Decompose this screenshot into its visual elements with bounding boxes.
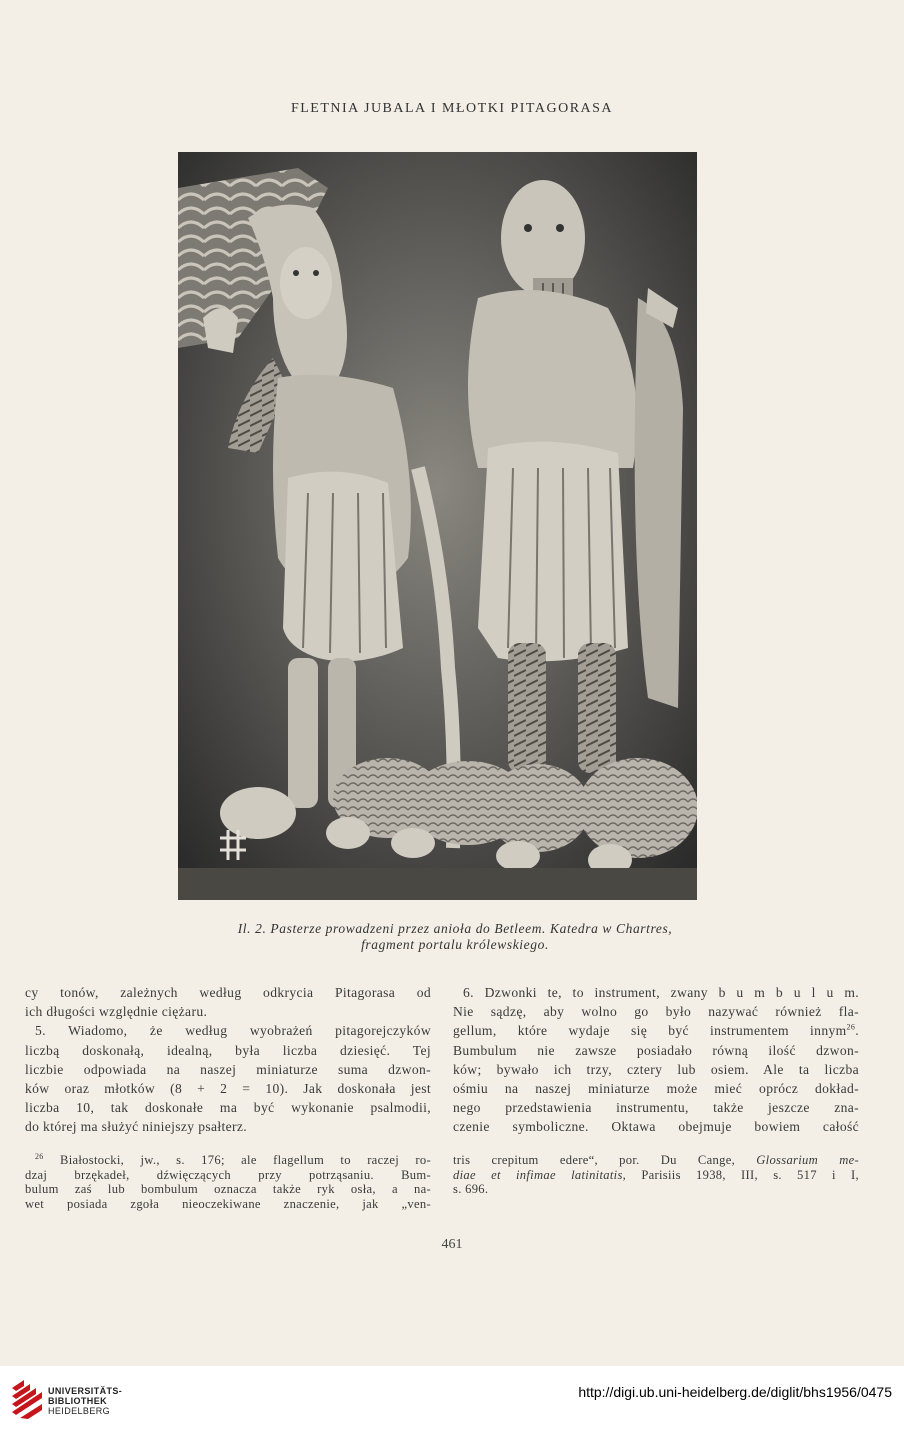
footer-bar (0, 1366, 904, 1436)
footnote-right-line-2 (453, 1168, 859, 1183)
relief-illustration (178, 148, 697, 900)
right-column (453, 983, 859, 1137)
left-line-3: 5. Wiadomo, że według wyobrażeń pitagorejczyków (35, 1023, 431, 1039)
footnote-left-line-4: wet posiada zgoła nieoczekiwane znaczenie, jak „ven- (25, 1196, 431, 1211)
left-line-6: ków oraz młotków (8 + 2 = 10). Jak doskonała jest (25, 1081, 431, 1097)
right-line-5: ków; bywało ich trzy, cztery lub osiem. Ale ta liczba (453, 1061, 859, 1077)
library-name-line-3: HEIDELBERG (48, 1406, 111, 1416)
library-logo-icon (10, 1378, 44, 1420)
right-line-6: ośmiu na naszej miniaturze może mieć oprócz dokład- (453, 1081, 859, 1097)
source-url-link[interactable]: http://digi.ub.uni-heidelberg.de/diglit/bhs1956/0475 (578, 1384, 892, 1400)
page-number: 461 (441, 1237, 463, 1252)
footnote-left (25, 1153, 431, 1211)
caption-line-2: fragment portalu królewskiego. (361, 937, 549, 952)
footnote-left-line-2: dzaj brzękadeł, dźwięczących przy potrząsaniu. Bum- (25, 1167, 431, 1182)
footnote-right-text-1b: Glossarium me- (756, 1153, 859, 1167)
left-line-8: do której ma służyć niniejszy psałterz. (25, 1119, 248, 1135)
footnote-right-line-3: s. 696. (453, 1182, 489, 1196)
running-head: FLETNIA JUBALA I MŁOTKI PITAGORASA (290, 101, 614, 116)
left-line-1: cy tonów, zależnych według odkrycia Pitagorasa od (25, 985, 431, 1000)
library-name-line-1: UNIVERSITÄTS- (48, 1386, 123, 1396)
right-line-4: Bumbulum nie zawsze posiadało równą ilość dzwon- (453, 1042, 859, 1058)
footnote-number: 26 (35, 1151, 44, 1161)
left-line-4: liczbą doskonałą, idealną, była liczba dziesięć. Tej (25, 1042, 431, 1058)
right-line-3-text: gellum, które wydaje się być instrumentem innym (453, 1023, 847, 1039)
right-line-2: Nie sądzę, aby wolno go było nazywać również fla- (453, 1004, 859, 1020)
left-column (25, 983, 431, 1137)
footnote-left-line-1 (25, 1153, 431, 1168)
footnote-left-line-1-text: Białostocki, jw., s. 176; ale flagellum to raczej ro- (60, 1153, 431, 1167)
figure-caption (170, 921, 740, 953)
footnote-right-text-1a: tris crepitum edere“, por. Du Cange, (453, 1153, 757, 1167)
right-line-8: czenie symboliczne. Oktawa obejmuje bowiem całość (453, 1119, 859, 1135)
right-line-3: gellum, które wydaje się być instrumentem innym$^{26}$. (453, 1022, 859, 1039)
library-name-line-2: BIBLIOTHEK (48, 1396, 107, 1406)
footnote-marker: 26 (846, 1022, 856, 1032)
footnote-left-line-3: bulum zaś lub bombulum oznacza także ryk osła, a na- (25, 1182, 431, 1196)
figure-photograph (178, 148, 697, 900)
left-line-7: liczba 10, tak doskonałe ma być wykonanie psalmodii, (25, 1100, 431, 1116)
library-name (48, 1386, 122, 1416)
left-line-5: liczbie odpowiada na naszej miniaturze suma dzwon- (25, 1061, 431, 1077)
right-line-7: nego przedstawienia instrumentu, także jeszcze zna- (453, 1100, 859, 1116)
footnote-right-text-2a: diae et infimae latinitatis, (453, 1167, 627, 1182)
footnote-right-text-2b: Parisiis 1938, III, s. 517 i I, (626, 1167, 859, 1182)
left-line-2: ich długości względnie ciężaru. (25, 1004, 208, 1020)
caption-line-1: Il. 2. Pasterze prowadzeni przez anioła do Betleem. Katedra w Chartres, (237, 921, 673, 936)
right-line-1: 6. Dzwonki te, to instrument, zwany b u m b u l u m. (463, 985, 859, 1000)
footnote-right (453, 1153, 859, 1197)
footnote-right-line-1 (453, 1153, 859, 1168)
